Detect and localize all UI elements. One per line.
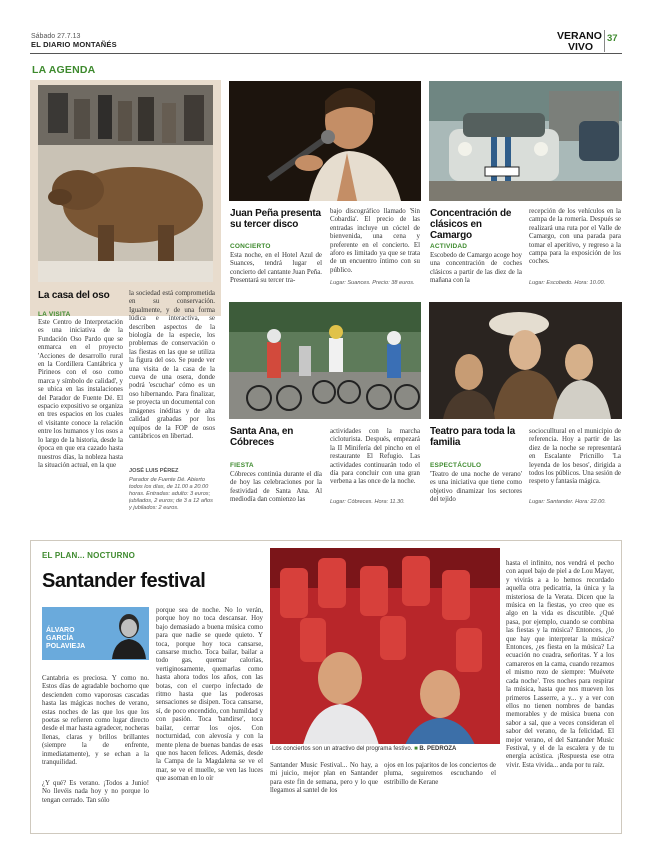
cars-info: Lugar: Escobedo. Hora: 10.00. (529, 280, 606, 286)
header-paper: EL DIARIO MONTAÑÉS (31, 40, 117, 49)
singer-text-col2: bajo discográfico llamado 'Sin Cobardía'. El precio de las entradas incluye un cóctel de bienvenida, una cena y preferente en el concierto. El aforo es limitado ya que se trata de un encuentro íntimo con su público. (330, 208, 420, 274)
concert-caption (272, 746, 456, 752)
plan-title: Santander festival (42, 570, 206, 592)
singer-title: Juan Peña presenta su tercer disco (230, 208, 321, 230)
cyclists-text-col1: Cóbreces continúa durante el día de hoy las celebraciones por la festividad de Santa Ana. Al mediodía dan comienzo las (230, 471, 322, 504)
concert-photo (270, 548, 500, 760)
bear-info: Parador de Fuente Dé. Abierto todos los días, de 11.00 a 20.00 horas. Entradas: adulto: 3 euros; jubilados, 2 euros; de 3 a 12 años y jubilados: 2 euros. (129, 477, 213, 511)
singer-info: Lugar: Suances. Precio: 38 euros. (330, 280, 415, 286)
theatre-photo (429, 302, 622, 419)
plan-col4: hasta el infinito, nos vendrá el pecho con aquel bajo de piel a de Lou Mayer, y vivirás a a lo hemos recordado aquella otra pedicatria, la única y la misteriosa de la Verata. Dicen que la música en la fiestas, yo creo que es algo en la vida es discutible. ¿Qué pasa, por ejemplo, cuando se combina las fiestas y la música? Entonces, ¿lo que hay que interpretar la música? Entonces, ¿es fiesta en la música? La ecuación no cuadra, señoritas. Y a los camareros en la cama, cuando rezamos el mismo rezo de siempre: 'Muévete cada noche'. Tres noches para respirar la música, hasta que nos mueven los primeros Lasserre, a y... y a ver con ellos no tienen nombres de bandas memorables y de música buena con sabor a sal, que a veces consideran el sabor del verano, de la felicidad. El mejor verano, el del Santander Music Festival, y el de la escalera y de tu energía acústica. ¡Respuesta ese otra vivir. Esta vivida... anda por tu raíz. (506, 560, 614, 769)
bear-text-col1: Este Centro de Interpretación es una iniciativa de la Fundación Oso Pardo que se enmarca en el proyecto 'Acciones de desarrollo rural en la Cordillera Cantábrica y Pirineos con el oso como marca y símbolo de calidad', y se ubica en las instalaciones del Parador de Fuente Dé. El espacio expositivo se organiza en tres espacios en los cuales el visitante conoce la relación entre los humanos y los osos a lo largo de la historia, desde la época en que era cazado hasta nuestros días, la nobleza hasta la situación actual, en la que (38, 319, 123, 469)
cyclists-kicker: FIESTA (230, 462, 254, 469)
concert-credit: B. PEDROZA (419, 746, 457, 752)
camera-icon: ■ (414, 746, 418, 752)
header-divider-v (604, 30, 605, 52)
cyclists-text-col2: actividades con la marcha cicloturista. Después, empezará la II Minifería del pincho en el restaurante El Refugio. Las actividades continuarán todo el día para concluir con una gran verbena a las once de la noche. (330, 428, 420, 486)
header-date: Sábado 27.7.13 (31, 33, 81, 40)
agenda-title: LA AGENDA (32, 64, 96, 76)
plan-col3-bottom2: ojos en los pajaritos de los conciertos de pluma, seguiremos escuchando el estribillo de Kerane (384, 762, 496, 786)
plan-kicker: EL PLAN... NOCTURNO (42, 551, 135, 560)
cars-text-col2: recepción de los vehículos en la campa de la romería. Después se realizará una ruta por el Valle de Camargo, con una parada para tomar el aperitivo, y regreso a la campa para la exposición de los coches. (529, 208, 621, 266)
theatre-title: Teatro para toda la familia (430, 426, 515, 448)
bear-author: JOSÉ LUIS PÉREZ (129, 468, 179, 474)
theatre-info: Lugar: Santander. Hora: 22.00. (529, 499, 606, 505)
cars-kicker: ACTIVIDAD (430, 243, 468, 250)
bear-photo (38, 85, 213, 282)
cars-title: Concentración de clásicos en Camargo (430, 208, 512, 241)
plan-col2: porque sea de noche. No lo verán, porque hoy no toca descansar. Hoy bajo demasiado a buena música como para que nadie se quede quieto. Y toca, porque hoy toca cansarse, cansarse mucho. Toca bailar, bailar a todo gas, quemar calorías, vertiginosamente, quemarlas como hasta ahora todos los años, con las botas, con el cuerpo infectado de ritmo hasta que las poderosas sensaciones se disipen. Toca cansarse, sí, de poco encendido, con humildad y con pasión. Toca 'bandirse', toca bailar, cerrar los ojos. Con nocturnidad, con alevosía y con la mente plena de buenas bandas de esas que nos hacen felices. Además, desde la Campa de la Magdalena se ve el mar, se ve el muelle, se ven las luces que asoman en lo oír (156, 607, 263, 783)
author-last: POLAVIEJA (46, 643, 86, 650)
singer-text-col1: Esta noche, en el Hotel Azul de Suances, tendrá lugar el concierto del cantante Juan Peña. Presentará su tercer tra- (230, 252, 322, 285)
header-rule (30, 53, 622, 54)
concert-caption-text: Los conciertos son un atractivo del programa festivo. (272, 746, 413, 752)
cyclists-info: Lugar: Cóbreces. Hora: 11.30. (330, 499, 405, 505)
bear-text-col2: la sociedad está comprometida en su conservación. Igualmente, y de una forma lúdica e interactiva, se describen aspectos de la biología de la especie, los problemas de conservación o las fiestas en las que se utiliza la figura del oso. Se puede ver una visita de la casa de la cueva de una osera, donde podrá 'escuchar' cómo es un oso hibernando. Para finalizar, se proyecta un documental con imágenes inéditas y de alta calidad grabadas por los equipos de la FOP de osos cantábricos en libertad. (129, 290, 215, 440)
singer-kicker: CONCIERTO (230, 243, 271, 250)
theatre-kicker: ESPECTÁCULO (430, 462, 482, 469)
header-section-top: VERANO (557, 30, 602, 42)
cyclists-photo (229, 302, 421, 419)
page-number: 37 (607, 33, 618, 44)
singer-photo (229, 81, 421, 201)
author-middle: GARCÍA (46, 635, 74, 642)
author-first: ÁLVARO (46, 627, 75, 634)
cars-text-col1: Escobedo de Camargo acoge hoy una concentración de coches clásicos a partir de las diez de la mañana con la (430, 252, 522, 285)
plan-col3-bottom: Santander Music Festival... No hay, a mi juicio, mejor plan en Santander para este fin de semana, pero y lo que llegamos al santel de los (270, 762, 378, 795)
theatre-text-col2: socioculltural en el municipio de referencia. Hoy a partir de las diez de la noche se representará en Escalante Pricnillo 'La leyenda de los besos', dirigida a todos los públicos. Una sesión de respeto y fantasía mágica. (529, 428, 621, 486)
bear-kicker: LA VISITA (38, 311, 71, 318)
bear-title: La casa del oso (38, 290, 110, 301)
cyclists-title: Santa Ana, en Cóbreces (230, 426, 294, 448)
plan-col1-a: Cantabria es preciosa. Y como no. Estos días de agradable bochorno que descienden como vaporosas cascadas hasta las mágicas noches de verano, estas noches de las que los que los poetas se refieren como lugar directo desde el mar hasta agradecer, nocheras llenas, claras y brillos brillantes (siempre la de enfrente, inmediatamente), y se echan a la tranquilidad. (42, 675, 149, 767)
header-section-bottom: VIVO (568, 41, 594, 53)
theatre-text-col1: 'Teatro de una noche de verano' es una iniciativa que tiene como objetivo dinamizar los sectores del tejido (430, 471, 522, 504)
author-avatar (110, 609, 148, 659)
plan-col1-b: ¿Y qué? Es verano. ¡Todos a Junio! No llevéis nada hoy y no porque lo tengan cerrado. Tan sólo (42, 780, 149, 804)
cars-photo (429, 81, 622, 201)
